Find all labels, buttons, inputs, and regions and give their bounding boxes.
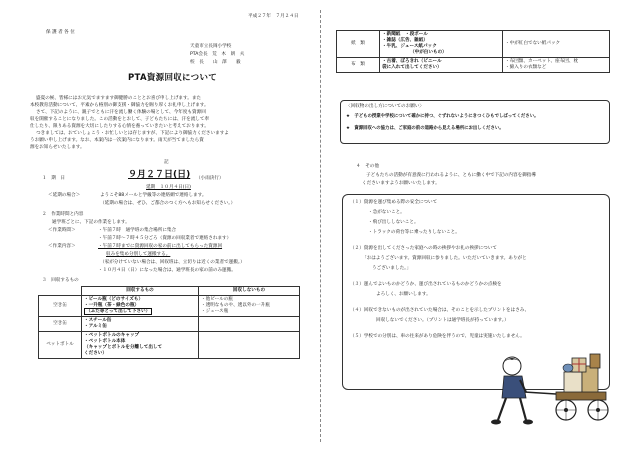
postpone-note-1: ようこそ88メールと学級等の連絡網で連絡します。 — [100, 193, 207, 198]
table-row — [337, 31, 610, 58]
principal: 校 長 山 澤 毅 — [190, 60, 241, 65]
section2-label: ２ 作業時間と内容 — [42, 212, 84, 217]
not-collect-cell — [199, 317, 300, 332]
table-row — [337, 58, 610, 73]
postpone-note-label: ＜延期の場合＞ — [48, 193, 81, 198]
work-2: （家が分けていない場合は、回収班は、立切りは近くの業者で運搬。） — [100, 260, 245, 265]
event-date: ９月２７日(日) — [128, 170, 191, 180]
work-1b: 収みを集め分別して運搬する。 — [106, 252, 171, 257]
category-cell: 空き缶 — [39, 296, 82, 317]
notice-line-2: ★ 資源回収への協力は、ご家庭の前の道路から見える場所にお出しください。 — [346, 126, 504, 131]
not-collect-item: ・布団類、カーペット、座布団、枕 — [505, 59, 579, 64]
guidance-item: （１）資源を運び集める際の安全について — [350, 200, 438, 205]
ki-heading: 記 — [164, 160, 169, 165]
category-cell: 紙 類 — [337, 31, 380, 58]
intro-line: 盛夏の候、皆様にはお元気でますます御健勝のこととお喜び申し上げます。また — [36, 96, 202, 101]
intro-line: 仕したり、限りある資源を大切にしたりする心情を養っていきたいと考えております。 — [30, 124, 209, 129]
work-label: ＜作業内容＞ — [48, 244, 76, 249]
notice-line-1: ★ 子どもの授業や学校について確かに持つ、ぐずれないようにきつくひもでしばってください。 — [346, 114, 539, 119]
intro-line: 源をお知らせいたします。 — [30, 145, 85, 150]
intro-line: さて、下記のように、親子でともに汗を流し働く体験の場として、今年度も資源回 — [36, 110, 206, 115]
not-collect-item: ・綿入りの衣類など — [505, 65, 547, 70]
pta-president: PTA会長 荒 木 朗 夫 — [190, 52, 245, 57]
collect-cell — [380, 31, 503, 58]
section1-label: １ 期 日 — [42, 176, 65, 181]
category-cell: 布 類 — [337, 58, 380, 73]
collect-item: ・ビール瓶（どのサイズも） — [84, 297, 144, 302]
collect-item: 袋に入れて出してください） — [382, 65, 442, 70]
collection-table — [38, 286, 300, 359]
collect-cell — [82, 332, 199, 359]
table-row — [39, 296, 300, 317]
postponed-date: 延期 １０月４日(日) — [146, 185, 191, 190]
issue-date: 平成２７年 ７月２４日 — [248, 14, 299, 19]
notice-title: 〈回収物の出し方についてのお願い〉 — [346, 104, 425, 109]
collect-item: （キャップとボトルを分離して出して — [84, 345, 163, 350]
time-label: ＜作業時間＞ — [48, 228, 76, 233]
work-3: ・１０月４日（日）になった場合は、通学班長の家の前のみ運搬。 — [98, 268, 236, 273]
guidance-item: ・急がないこと。 — [368, 210, 405, 215]
collect-cell — [82, 317, 199, 332]
collect-item: ・ペットボトルのキャップ — [84, 333, 140, 338]
collect-item: ください） — [84, 351, 107, 356]
category-cell: ペットボトル — [39, 332, 82, 359]
recipient: 保 護 者 各 位 — [46, 30, 75, 35]
guidance-item: 回収しないでください。（プリントは通学班長が持っています。） — [376, 318, 509, 323]
not-collect-item: ・他ビールの瓶 — [201, 297, 233, 302]
not-collect-cell — [199, 332, 300, 359]
guidance-item: うございました。」 — [372, 266, 412, 271]
section2-lead: 通学班ごとに、下記の作業をします。 — [52, 220, 130, 225]
collect-item: ・一升瓶（茶・緑色の瓶） — [84, 303, 140, 308]
collect-item: ・アルミ缶 — [84, 324, 107, 329]
col-header-collect: 回収するもの — [82, 287, 199, 296]
collect-item: ・ペットボトル本体 — [84, 339, 126, 344]
guidance-item: よろしく、お願いします。 — [376, 292, 431, 297]
section3-label: ３ 回収するもの — [42, 278, 79, 283]
intro-line: うお願い申し上げます。なお、本案内は一次案内になります。雨天が当てましたら資 — [30, 138, 204, 143]
collect-item: （ふた等とって出して下さい） — [86, 309, 151, 314]
work-1: ・午前７時までに資源回収の家の前に出してもらった資源回 — [98, 244, 223, 249]
not-collect-cell — [503, 31, 610, 58]
guidance-item: ・飛び出ししないこと。 — [368, 220, 419, 225]
school-name: 天童市立長岡小学校 — [190, 44, 232, 49]
not-collect-cell — [199, 296, 300, 317]
guidance-item: （２）資源を出してくださった家庭への時の挨拶やお礼の挨拶について — [350, 246, 497, 251]
postpone-note-2: （延期の場合は、ぜひ、ご都合のつく方へもお知らせください。） — [100, 201, 236, 206]
section4-lead-1: 子どもたちの活動が有意義に行われるように、ともに働く中で下記の内容を御指導 — [366, 173, 536, 178]
section4-label: ４ その他 — [356, 164, 379, 169]
intro-line: つきましては、おていしょこう・お忙しいとは存じますが、下記により御協力くださいますよ — [36, 131, 229, 136]
not-collect-cell — [503, 58, 610, 73]
collect-cell — [82, 296, 199, 317]
category-cell: 空き缶 — [39, 317, 82, 332]
section4-lead-2: くださいますようお願いいたします。 — [362, 181, 440, 186]
guidance-item: 「おはようございます。資源回収に参りました。いただいていきます。ありがと — [362, 256, 527, 261]
guidance-item: （４）回収できないものが出されていた場合は、そのことを示したプリントをはさみ、 — [350, 308, 530, 313]
collect-item: ・牛乳、ジュース紙パック — [382, 44, 437, 49]
intro-line: 収を開催することになりました。この活動をとおして、子どもたちには、汗を流して奉 — [30, 117, 210, 122]
not-collect-item: ・中が紅白でない紙パック — [505, 41, 561, 46]
intro-line: 本校教育活動について、平素から格別の御支援・御協力を賜り厚くお礼申し上げます。 — [30, 103, 209, 108]
not-collect-item: ・ジュース瓶 — [201, 309, 229, 314]
weather-note: （小雨決行） — [196, 176, 224, 181]
time-2: ・午前７時〜７時４５分ごろ（資源の回収業者で連絡されます） — [98, 236, 232, 241]
collect-item: （中が白いもの） — [410, 50, 447, 55]
table-row — [39, 317, 300, 332]
guidance-item: （３）運んでよいものかどうか、運び出されているものかどうかの点検を — [350, 282, 502, 287]
table-header-row — [39, 287, 300, 296]
not-collect-item: ・透明なものや、透以外の一升瓶 — [201, 303, 270, 308]
collect-item: ・新聞紙 ・段ボール — [382, 32, 428, 37]
time-1: ・午前７時 通学班の集合場所に集合 — [98, 228, 177, 233]
page-title: PTA資源回収について — [128, 73, 218, 83]
guidance-item: （５）学校での分別は、車の往来があり危険を伴うので、児童は実施いたしません。 — [350, 334, 525, 339]
col-header-not: 回収しないもの — [199, 287, 300, 296]
collection-table-continued — [336, 30, 610, 73]
child-pulling-cart-icon — [486, 336, 614, 442]
collect-item: ・古着、ぼろきれ（ビニール — [382, 59, 442, 64]
guidance-item: ・トラックの荷台等に乗ったりしないこと。 — [368, 230, 460, 235]
collect-cell — [380, 58, 503, 73]
collect-item: ・雑誌（広告、雑紙） — [382, 38, 428, 43]
table-row — [39, 332, 300, 359]
table-corner — [39, 287, 82, 296]
fold-line — [320, 10, 321, 442]
collect-item: ・スチール缶 — [84, 318, 112, 323]
